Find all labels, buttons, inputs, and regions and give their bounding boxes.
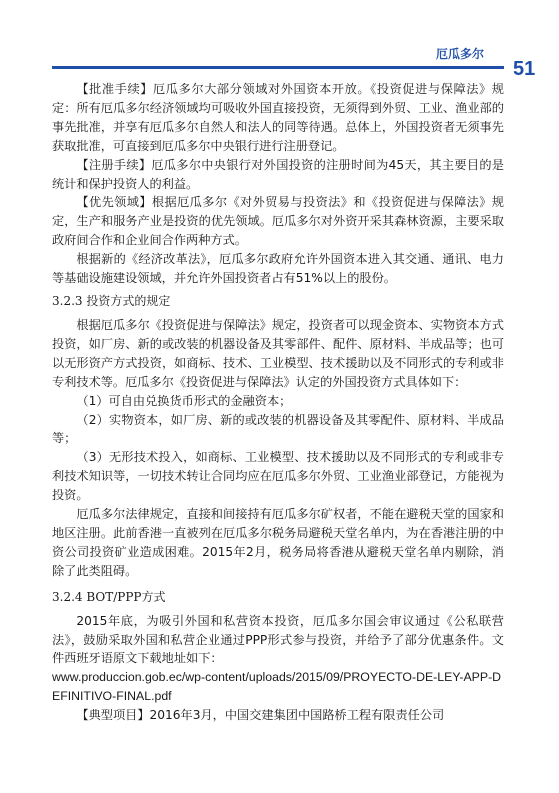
page-body	[52, 80, 504, 725]
paragraph-approval: 【批准手续】厄瓜多尔大部分领域对外国资本开放。《投资促进与保障法》规定：所有厄瓜多尔经济领域均可吸收外国直接投资，无须得到外贸、工业、渔业部的事先批准，并享有厄瓜多尔自然人和法人的同等待遇。总体上，外国投资者无须事先获取批准，可直接到厄瓜多尔中央银行进行注册登记。	[52, 82, 504, 153]
list-item-2: （2）实物资本，如厂房、新的或改装的机器设备及其零配件、原材料、半成品等；	[52, 412, 504, 446]
paragraph-tax-haven: 厄瓜多尔法律规定，直接和间接持有厄瓜多尔矿权者，不能在避税天堂的国家和地区注册。此前香港一直被列在厄瓜多尔税务局避税天堂名单内，为在香港注册的中资公司投资矿业造成困难。2015年2月，税务局将香港从避税天堂名单内剔除，消除了此类阻碍。	[52, 507, 504, 578]
download-url: www.produccion.gob.ec/wp-content/uploads/2015/09/PROYECTO-DE-LEY-APP-DEFINITIVO-FINAL.pdf	[52, 670, 502, 704]
paragraph-ppp-law: 2015年底，为吸引外国和私营资本投资，厄瓜多尔国会审议通过《公私联营法》，鼓励采取外国和私营企业通过PPP形式参与投资，并给予了部分优惠条件。文件西班牙语原文下载地址如下：	[52, 613, 504, 666]
paragraph-typical-project: 【典型项目】2016年3月，中国交建集团中国路桥工程有限责任公司	[76, 708, 445, 723]
section-heading-324: 3.2.4 BOT/PPP方式	[52, 589, 166, 604]
paragraph-economic-reform: 根据新的《经济改革法》，厄瓜多尔政府允许外国资本进入其交通、通讯、电力等基础设施建设领域，并允许外国投资者占有51%以上的股份。	[52, 252, 504, 286]
header-rule	[52, 66, 504, 69]
section-heading-323: 3.2.3 投资方式的规定	[52, 293, 171, 308]
list-item-1: （1）可自由兑换货币形式的金融资本；	[76, 393, 292, 408]
page-number: 51	[513, 58, 536, 80]
running-header-title: 厄瓜多尔	[436, 47, 485, 61]
paragraph-priority: 【优先领域】根据厄瓜多尔《对外贸易与投资法》和《投资促进与保障法》规定，生产和服务产业是投资的优先领域。厄瓜多尔对外资开采其森林资源，主要采取政府间合作和企业间合作两种方式。	[52, 195, 504, 248]
paragraph-registration: 【注册手续】厄瓜多尔中央银行对外国投资的注册时间为45天，其主要目的是统计和保护投资人的利益。	[52, 157, 504, 191]
paragraph-investment-methods: 根据厄瓜多尔《投资促进与保障法》规定，投资者可以现金资本、实物资本方式投资，如厂房、新的或改装的机器设备及其零部件、配件、原材料、半成品等；也可以无形资产方式投资，如商标、技术、工业模型、技术援助以及不同形式的专利或非专利技术等。厄瓜多尔《投资促进与保障法》认定的外国投资方式具体如下：	[52, 317, 504, 389]
list-item-3: （3）无形技术投入，如商标、工业模型、技术援助以及不同形式的专利或非专利技术知识等，一切技术转让合同均应在厄瓜多尔外贸、工业渔业部登记，方能视为投资。	[52, 450, 504, 503]
